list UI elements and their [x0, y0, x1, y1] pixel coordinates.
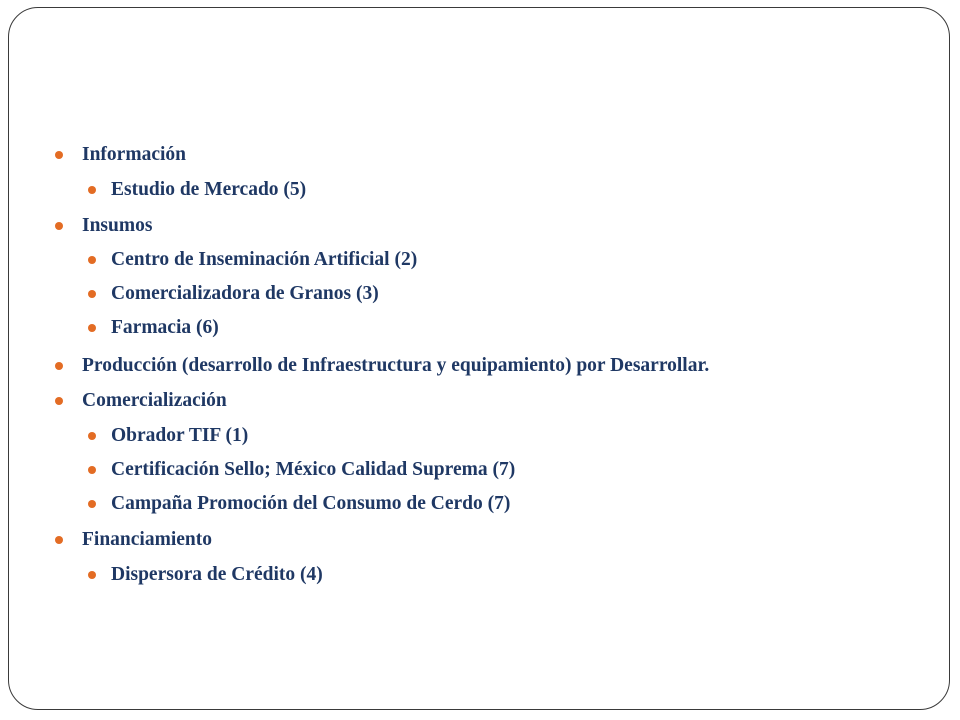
bullet-dot-icon — [88, 324, 96, 332]
bullet-dot-icon — [88, 466, 96, 474]
sub-bullet-item: Centro de Inseminación Artificial (2) — [111, 249, 418, 270]
bullet-dot-icon — [55, 362, 63, 370]
bullet-item: Producción (desarrollo de Infraestructura y equipamiento) por Desarrollar. — [82, 355, 710, 376]
sub-bullet-item: Farmacia (6) — [111, 317, 219, 338]
sub-bullet-item: Comercializadora de Granos (3) — [111, 283, 379, 304]
bullet-dot-icon — [55, 397, 63, 405]
bullet-dot-icon — [88, 500, 96, 508]
bullet-dot-icon — [88, 186, 96, 194]
bullet-item: Financiamiento — [82, 529, 212, 550]
bullet-item: Comercialización — [82, 390, 227, 411]
bullet-dot-icon — [55, 151, 63, 159]
bullet-item: Insumos — [82, 215, 153, 236]
bullet-dot-icon — [55, 536, 63, 544]
sub-bullet-item: Estudio de Mercado (5) — [111, 179, 307, 200]
sub-bullet-item: Dispersora de Crédito (4) — [111, 564, 323, 585]
bullet-dot-icon — [88, 571, 96, 579]
bullet-dot-icon — [88, 432, 96, 440]
bullet-dot-icon — [55, 222, 63, 230]
bullet-item: Información — [82, 144, 186, 165]
sub-bullet-item: Certificación Sello; México Calidad Suprema (7) — [111, 459, 516, 480]
bullet-dot-icon — [88, 256, 96, 264]
bullet-dot-icon — [88, 290, 96, 298]
sub-bullet-item: Campaña Promoción del Consumo de Cerdo (7) — [111, 493, 511, 514]
sub-bullet-item: Obrador TIF (1) — [111, 425, 249, 446]
